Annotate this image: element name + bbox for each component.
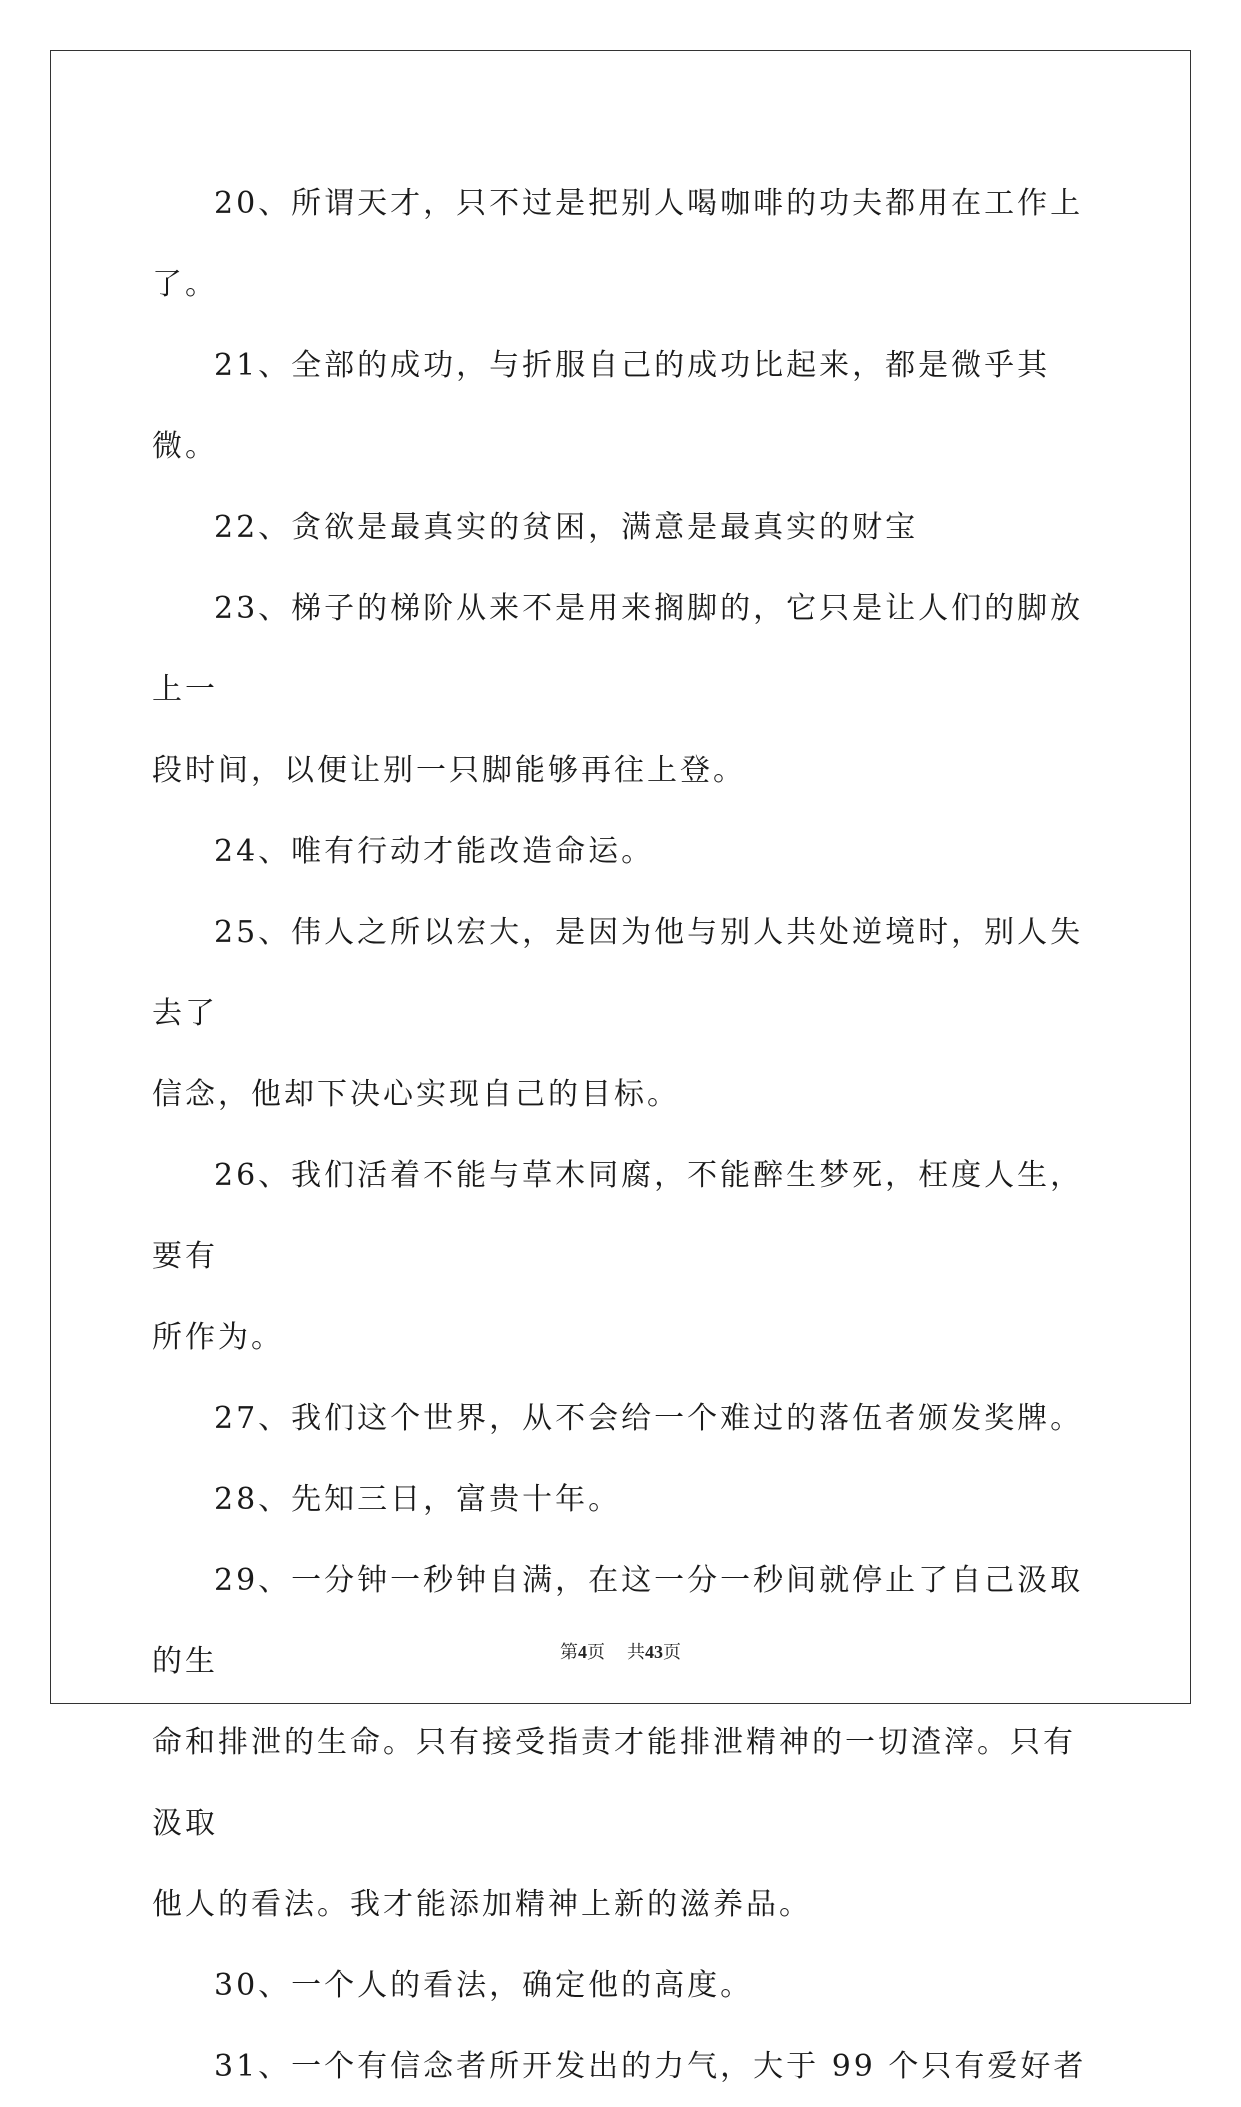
paragraph-22	[152, 487, 1102, 568]
paragraph-line: 25、伟人之所以宏大，是因为他与别人共处逆境时，别人失去了	[152, 915, 1084, 1031]
paragraph-21	[152, 325, 1102, 487]
paragraph-line: 28、先知三日，富贵十年。	[214, 1482, 622, 1517]
paragraph-25	[152, 892, 1102, 1135]
paragraph-line: 命和排泄的生命。只有接受指责才能排泄精神的一切渣滓。只有汲取	[152, 1725, 1076, 1841]
total-prefix: 共	[627, 1642, 645, 1662]
paragraph-line: 他人的看法。我才能添加精神上新的滋养品。	[152, 1887, 812, 1922]
document-body	[152, 163, 1102, 2107]
paragraph-28	[152, 1459, 1102, 1540]
paragraph-line: 22、贪欲是最真实的贫困，满意是最真实的财宝	[214, 510, 919, 545]
paragraph-line: 30、一个人的看法，确定他的高度。	[214, 1968, 754, 2003]
paragraph-23	[152, 568, 1102, 811]
page-suffix: 页	[587, 1642, 605, 1662]
paragraph-27	[152, 1378, 1102, 1459]
paragraph-line: 24、唯有行动才能改造命运。	[214, 834, 655, 869]
paragraph-30	[152, 1945, 1102, 2026]
page-number: 4	[578, 1642, 587, 1662]
paragraph-29	[152, 1540, 1102, 1945]
page-prefix: 第	[560, 1642, 578, 1662]
paragraph-line: 20、所谓天才，只不过是把别人喝咖啡的功夫都用在工作上了。	[152, 186, 1084, 302]
total-pages: 43	[645, 1642, 663, 1662]
total-suffix: 页	[663, 1642, 681, 1662]
paragraph-line: 段时间，以便让别一只脚能够再往上登。	[152, 753, 746, 788]
paragraph-20	[152, 163, 1102, 325]
paragraph-line: 23、梯子的梯阶从来不是用来搁脚的，它只是让人们的脚放上一	[152, 591, 1084, 707]
paragraph-line: 信念，他却下决心实现自己的目标。	[152, 1077, 680, 1112]
paragraph-line: 所作为。	[152, 1320, 284, 1355]
paragraph-line: 31、一个有信念者所开发出的力气，大于 99 个只有爱好者	[214, 2049, 1087, 2084]
paragraph-line: 27、我们这个世界，从不会给一个难过的落伍者颁发奖牌。	[214, 1401, 1084, 1436]
paragraph-line: 21、全部的成功，与折服自己的成功比起来，都是微乎其微。	[152, 348, 1051, 464]
paragraph-26	[152, 1135, 1102, 1378]
paragraph-31	[152, 2026, 1102, 2107]
paragraph-line: 29、一分钟一秒钟自满，在这一分一秒间就停止了自己汲取的生	[152, 1563, 1084, 1679]
paragraph-24	[152, 811, 1102, 892]
paragraph-line: 26、我们活着不能与草木同腐，不能醉生梦死，枉度人生，要有	[152, 1158, 1084, 1274]
page-footer	[0, 1640, 1241, 1664]
